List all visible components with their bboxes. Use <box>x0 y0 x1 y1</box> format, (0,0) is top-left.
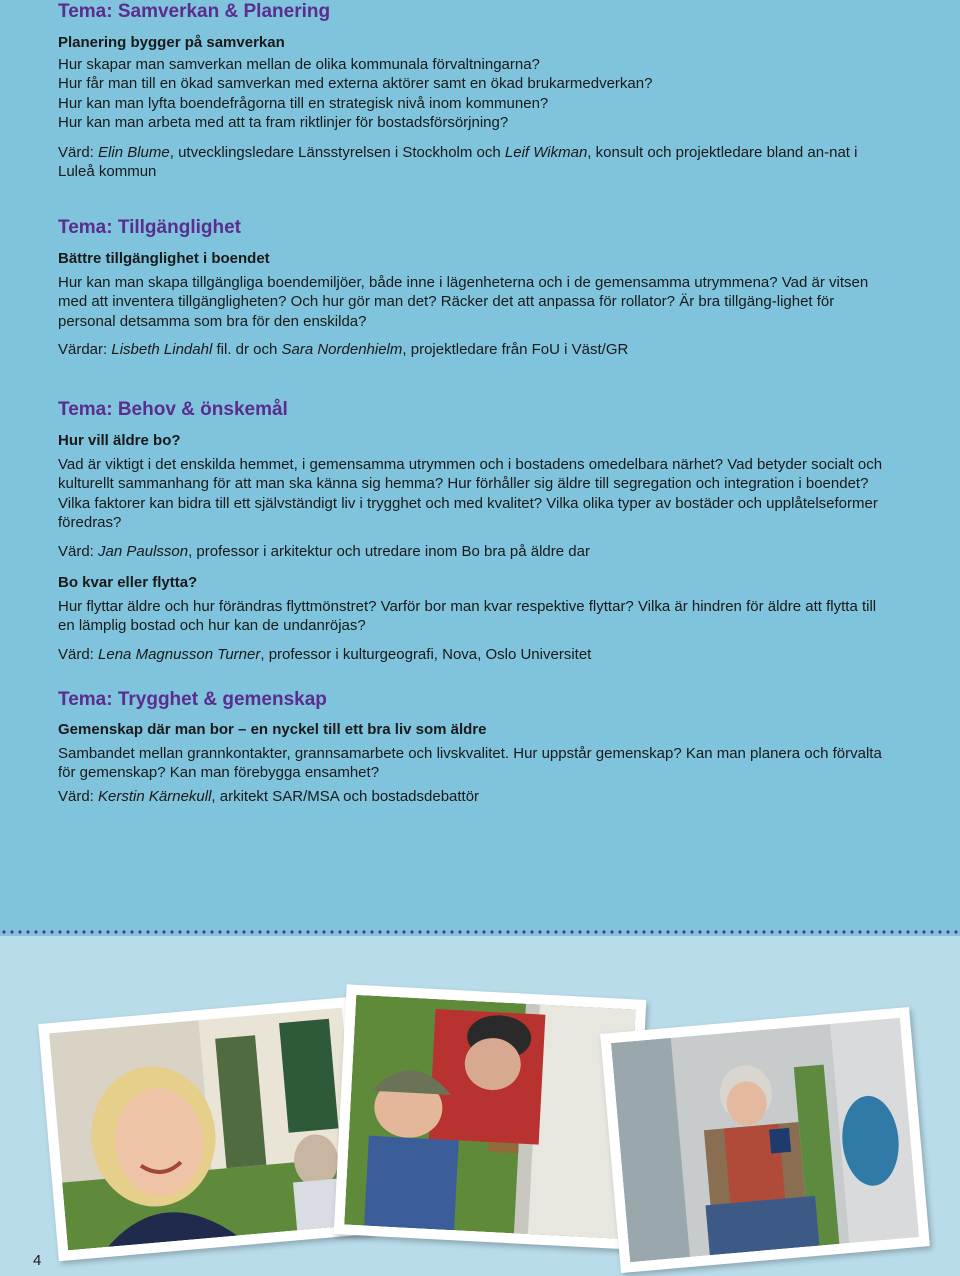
theme-title: Tema: Tillgänglighet <box>58 217 241 238</box>
dotted-divider <box>0 929 960 935</box>
host-name: Lisbeth Lindahl <box>111 341 213 359</box>
photo-woman <box>38 997 372 1261</box>
theme-text: Sambandet mellan grannkontakter, grannsamarbete och livskvalitet. Hur uppstår gemenskap? Kan man planera och förvalta för gemenskap? Kan man förebygga ensamhet? <box>58 745 882 782</box>
host-line <box>58 340 898 359</box>
host-text: , professor i kulturgeografi, Nova, Oslo Universitet <box>260 645 592 663</box>
host-line <box>58 787 898 806</box>
theme-subtitle: Bo kvar eller flytta? <box>58 574 198 592</box>
host-text: , konsult och projektledare bland an-nat i Luleå kommun <box>58 143 858 181</box>
host-name: Lena Magnusson Turner <box>98 645 261 663</box>
photo-older-woman-image <box>611 1018 919 1262</box>
host-name: Elin Blume <box>98 143 170 161</box>
photo-woman-image <box>49 1008 361 1251</box>
host-prefix: Värd: <box>58 542 99 560</box>
page-number: 4 <box>33 1252 42 1269</box>
theme-text: Hur flyttar äldre och hur förändras flyttmönstret? Varför bor man kvar respektive flyttar? Vilka är hindren för äldre att flytta till en lämplig bostad och hur kan de undanröjas? <box>58 598 877 635</box>
host-text: , arkitekt SAR/MSA och bostadsdebattör <box>211 787 480 805</box>
theme-text: Vad är viktigt i det enskilda hemmet, i gemensamma utrymmen och i bostadens omedelbara närhet? Vad betyder socialt och kulturellt sammanhang för att man ska känna sig hemma? Hur förhåller sig äldre till segregation och integration i boendet? Vilka faktorer kan bidra till ett självständigt liv i trygghet och med kvalitet? Vilka olika typer av bostäder och upplåtelseformer föredras? <box>58 456 883 532</box>
photo-image <box>344 995 636 1239</box>
question-line: Hur kan man arbeta med att ta fram riktlinjer för bostadsförsörjning? <box>58 114 509 132</box>
host-prefix: Värd: <box>58 787 99 805</box>
host-name: Sara Nordenhielm <box>281 341 403 359</box>
host-text: , utvecklingsledare Länsstyrelsen i Stockholm och <box>169 143 505 161</box>
theme-trygghet <box>58 688 898 806</box>
photo-older-woman <box>600 1007 930 1273</box>
host-text: , professor i arkitektur och utredare inom Bo bra på äldre dar <box>188 542 590 560</box>
theme-title: Tema: Trygghet & gemenskap <box>58 689 327 710</box>
theme-subtitle: Gemenskap där man bor – en nyckel till ett bra liv som äldre <box>58 721 487 738</box>
theme-subtitle: Bättre tillgänglighet i boendet <box>58 250 270 267</box>
theme-title: Tema: Behov & önskemål <box>58 399 288 420</box>
theme-samverkan <box>58 0 898 181</box>
question-line: Hur skapar man samverkan mellan de olika kommunala förvaltningarna? <box>58 56 540 73</box>
photo-image <box>611 1018 919 1262</box>
photo-boy-grandfather <box>334 984 647 1249</box>
host-text: fil. dr och <box>212 341 282 359</box>
photo-boy-grandfather-image <box>344 995 636 1239</box>
theme-subtitle: Hur vill äldre bo? <box>58 432 181 449</box>
host-text: , projektledare från FoU i Väst/GR <box>402 341 629 359</box>
theme-subtitle: Planering bygger på samverkan <box>58 34 285 51</box>
theme-text: Hur kan man skapa tillgängliga boendemiljöer, både inne i lägenheterna och i de gemensamma utrymmena? Vad är vitsen med att inventera tillgängligheten? Och hur gör man det? Räcker det att anpassa för rollator? Är bra tillgäng-lighet för personal detsamma som bra för den enskilda? <box>58 274 869 330</box>
host-line <box>58 542 898 561</box>
host-prefix: Värd: <box>58 645 99 663</box>
theme-tillganglighet <box>58 216 898 360</box>
host-name: Kerstin Kärnekull <box>98 787 212 805</box>
photo-image <box>49 1008 361 1251</box>
host-prefix: Värdar: <box>58 341 112 359</box>
host-prefix: Värd: <box>58 143 99 161</box>
host-line <box>58 645 898 664</box>
theme-behov <box>58 398 898 664</box>
host-line <box>58 143 894 182</box>
question-line: Hur får man till en ökad samverkan med externa aktörer samt en ökad brukarmedverkan? <box>58 75 653 93</box>
host-name: Leif Wikman <box>504 143 588 161</box>
question-line: Hur kan man lyfta boendefrågorna till en strategisk nivå inom kommunen? <box>58 94 549 112</box>
theme-title: Tema: Samverkan & Planering <box>58 1 331 22</box>
host-name: Jan Paulsson <box>98 542 189 560</box>
